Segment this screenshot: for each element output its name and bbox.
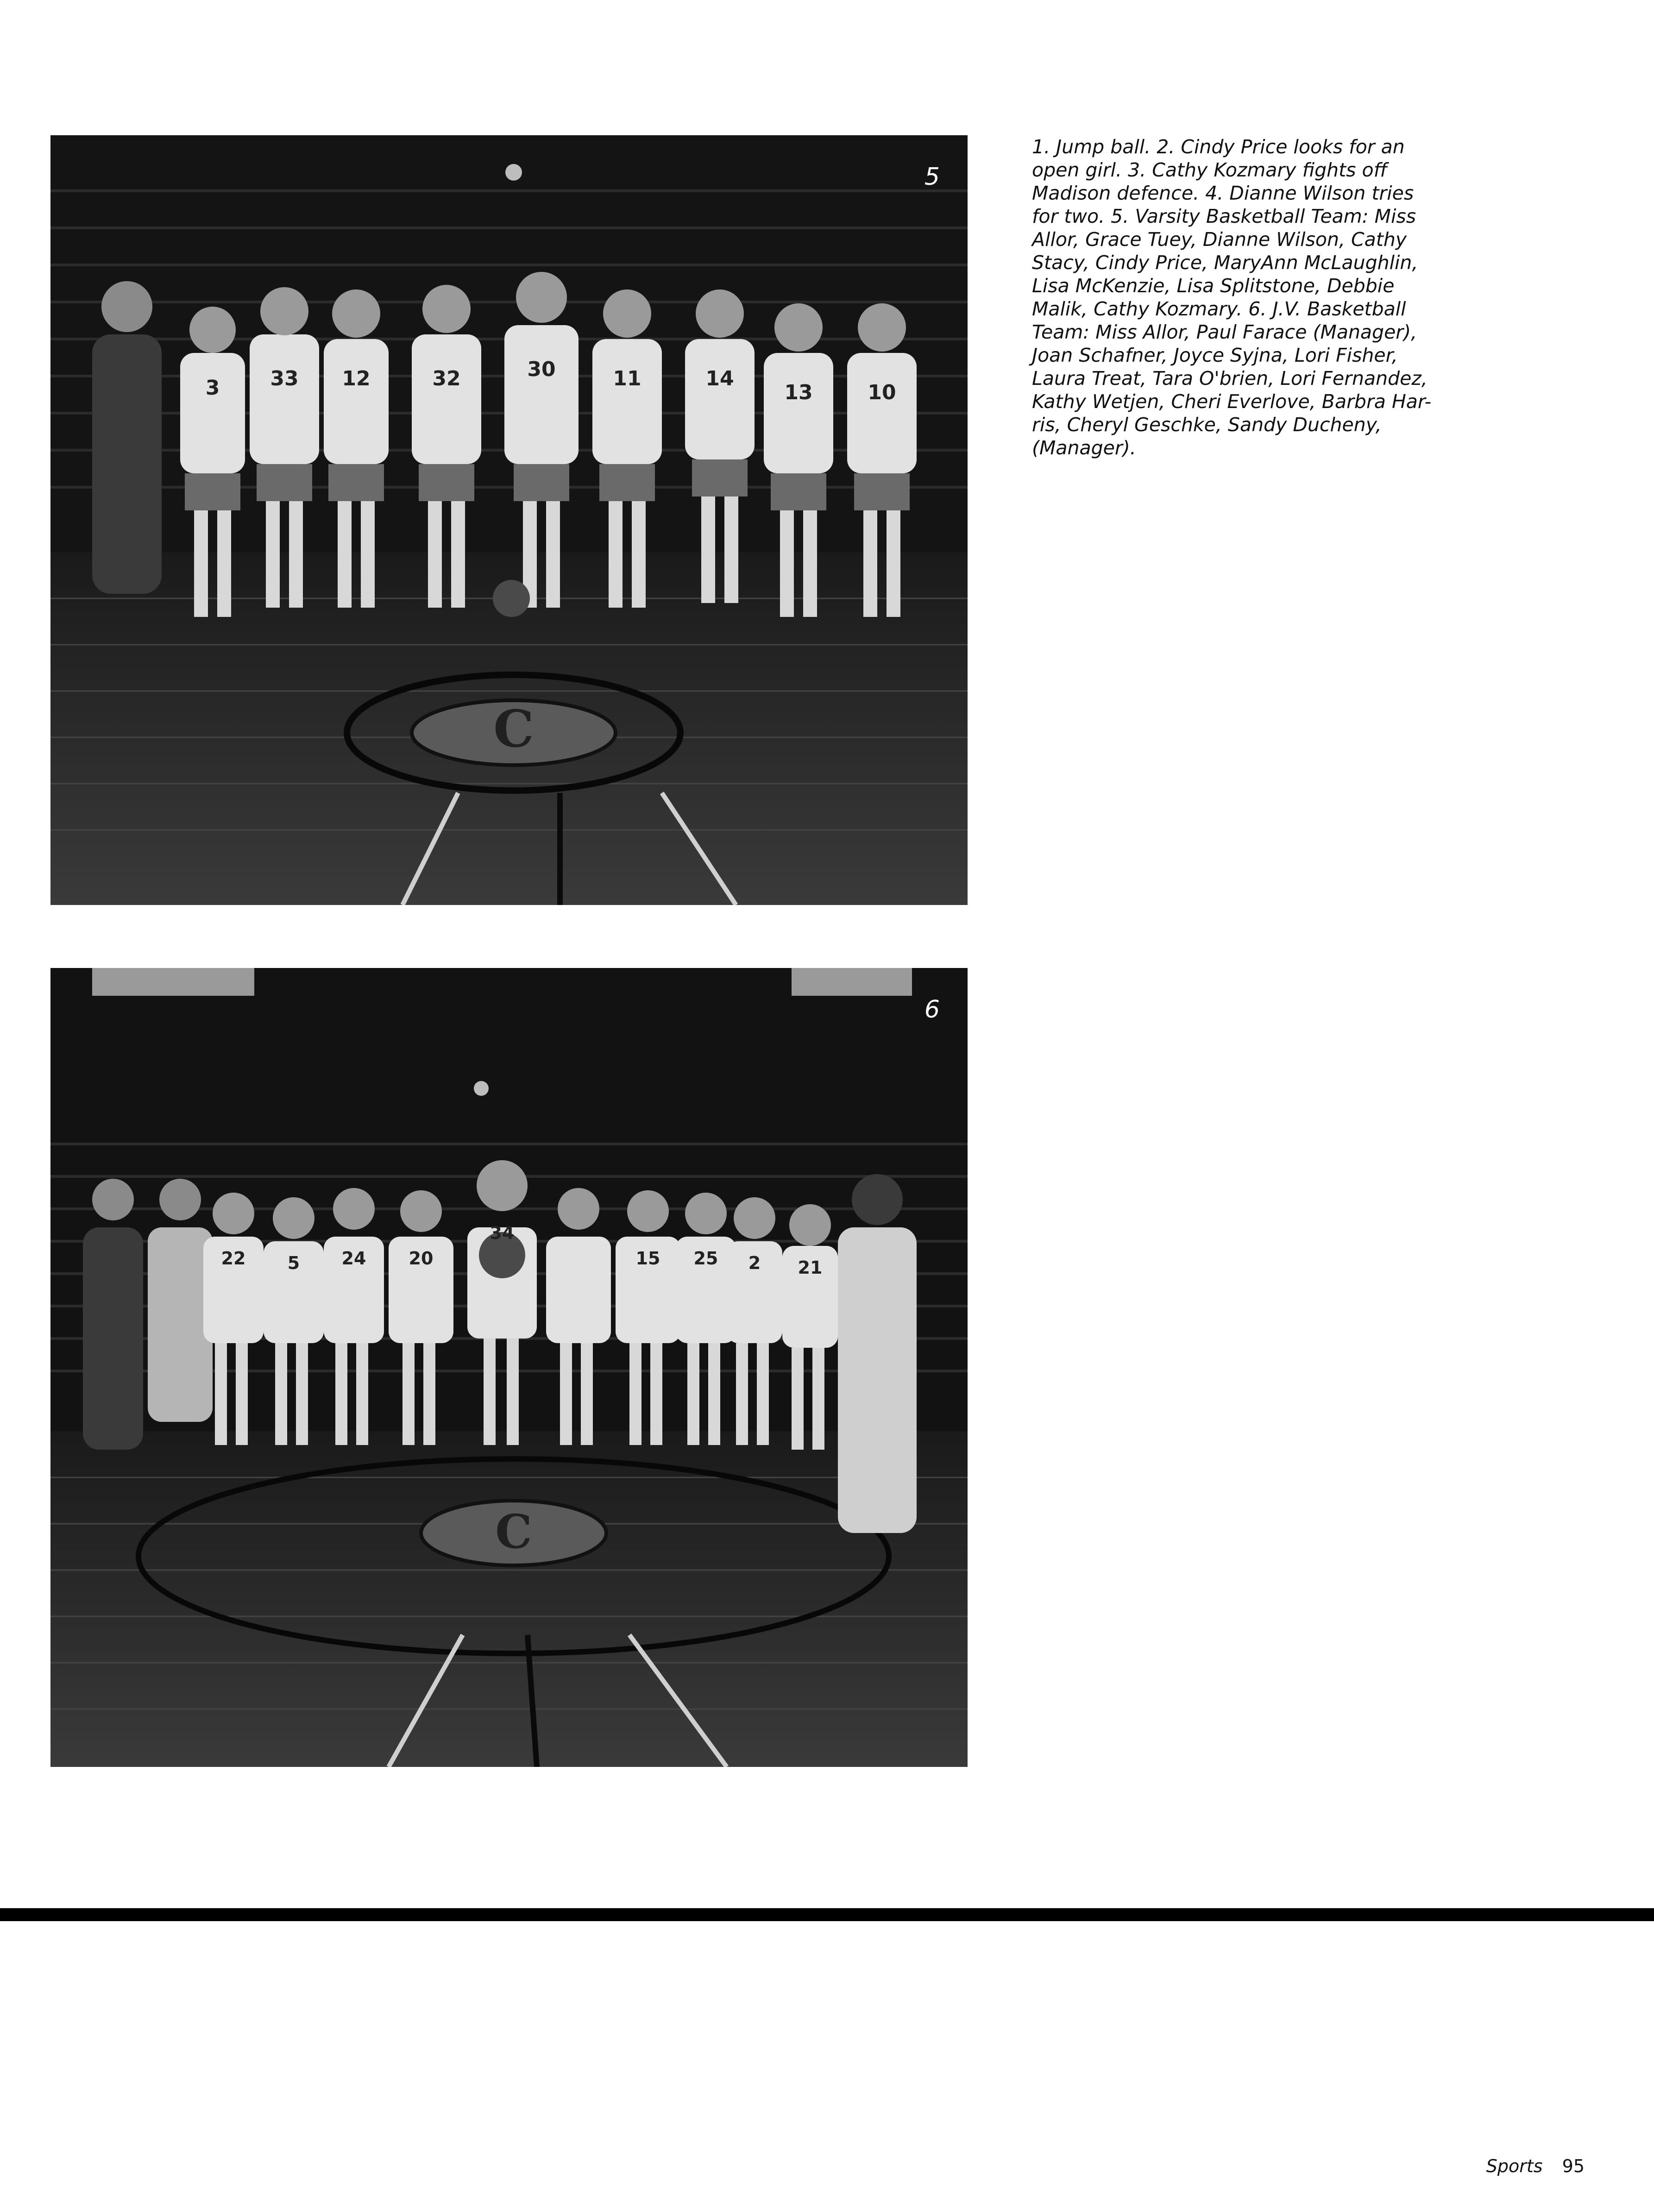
page-footer: [1486, 2156, 1585, 2176]
page-number: 95: [1562, 2156, 1585, 2176]
caption-line: Stacy, Cindy Price, MaryAnn McLaughlin,: [1032, 251, 1418, 274]
caption-line: Team: Miss Allor, Paul Farace (Manager),: [1032, 321, 1417, 343]
jersey-number: 13: [784, 381, 813, 404]
caption-line: Lisa McKenzie, Lisa Splitstone, Debbie: [1032, 275, 1395, 297]
photo-varsity-team: [50, 135, 968, 905]
caption-line: Malik, Cathy Kozmary. 6. J.V. Basketball: [1032, 298, 1406, 320]
photo-number: 5: [924, 163, 940, 191]
section-name: Sports: [1486, 2156, 1543, 2176]
page-divider-rule: [0, 1908, 1654, 1921]
jersey-number: 33: [270, 367, 299, 390]
caption-line: Madison defence. 4. Dianne Wilson tries: [1032, 182, 1414, 204]
caption-line: Laura Treat, Tara O'brien, Lori Fernandez,: [1032, 367, 1428, 390]
jersey-number: 25: [693, 1248, 718, 1269]
caption-line: ris, Cheryl Geschke, Sandy Ducheny,: [1032, 414, 1382, 436]
photo-jv-team: [50, 968, 968, 1767]
jersey-number: 15: [635, 1248, 660, 1269]
jersey-number: 30: [527, 358, 556, 381]
jersey-number: 11: [613, 367, 641, 390]
team-photo-illustration: [50, 135, 968, 905]
caption-line: for two. 5. Varsity Basketball Team: Miss: [1032, 205, 1416, 227]
jersey-number: 3: [205, 376, 220, 400]
svg-text:C: C: [495, 1504, 532, 1559]
caption-line: (Manager).: [1032, 437, 1136, 459]
photo-caption: [1032, 135, 1477, 459]
caption-line: Joan Schafner, Joyce Syjna, Lori Fisher,: [1032, 344, 1398, 366]
jersey-number: 12: [342, 367, 371, 390]
jersey-number: 32: [432, 367, 461, 390]
caption-line: 1. Jump ball. 2. Cindy Price looks for an: [1032, 136, 1405, 158]
jersey-number: 22: [221, 1248, 246, 1269]
jersey-number: 20: [409, 1248, 434, 1269]
jersey-number: 24: [341, 1248, 366, 1269]
caption-line: Kathy Wetjen, Cheri Everlove, Barbra Har-: [1032, 390, 1432, 413]
team-photo-illustration: [50, 968, 968, 1767]
jersey-number: 21: [798, 1257, 823, 1278]
svg-text:C: C: [493, 699, 534, 759]
jersey-number: 34: [490, 1223, 515, 1243]
jersey-number: 14: [705, 367, 734, 390]
jersey-number: 2: [748, 1253, 761, 1273]
jersey-number: 10: [868, 381, 896, 404]
jersey-number: 5: [287, 1253, 300, 1273]
caption-line: Allor, Grace Tuey, Dianne Wilson, Cathy: [1032, 228, 1407, 251]
photo-number: 6: [924, 996, 940, 1024]
caption-line: open girl. 3. Cathy Kozmary fights off: [1032, 159, 1388, 181]
